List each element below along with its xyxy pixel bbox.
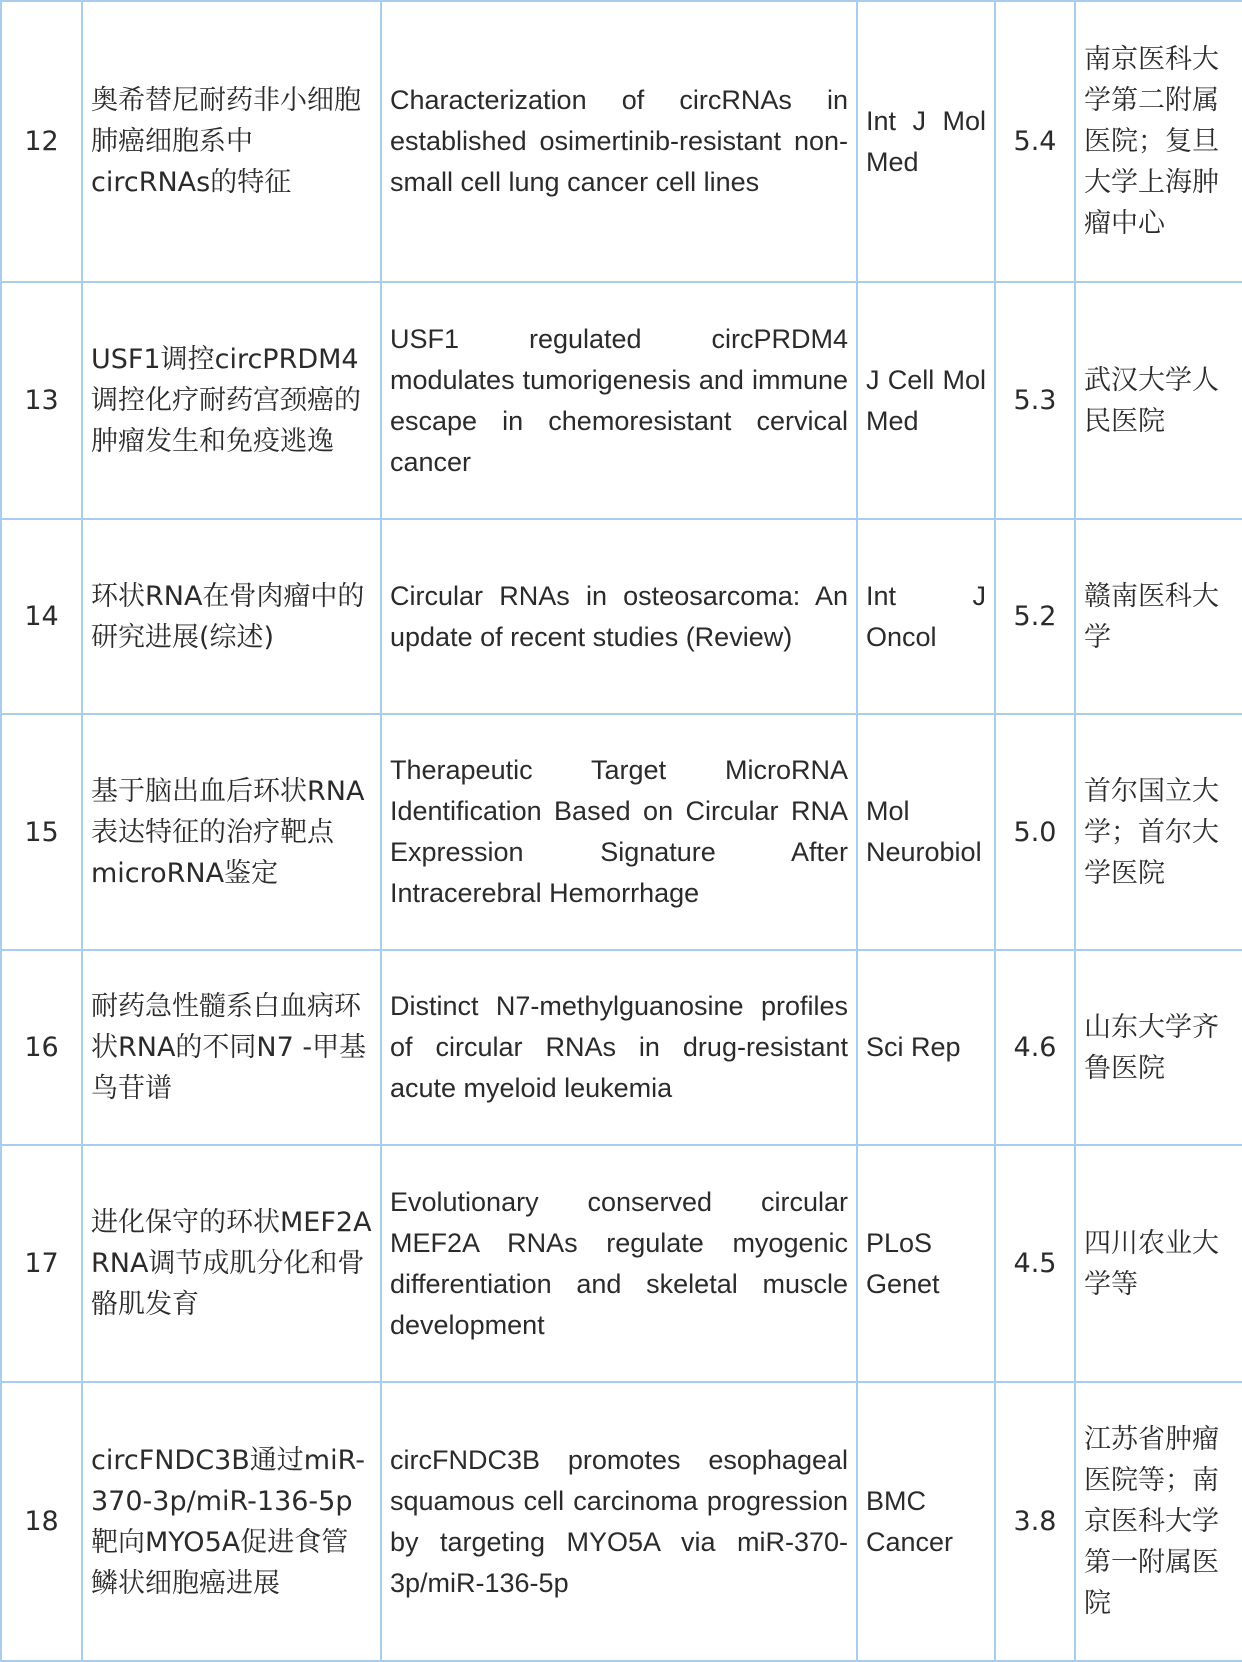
row-number: 13	[1, 282, 82, 519]
title-english: Therapeutic Target MicroRNA Identification Based on Circular RNA Expression Signature After Intracerebral Hemorrhage	[381, 714, 857, 950]
title-english: Circular RNAs in osteosarcoma: An update of recent studies (Review)	[381, 519, 857, 714]
table-row	[1, 282, 1242, 519]
table-row	[1, 950, 1242, 1145]
title-english: Evolutionary conserved circular MEF2A RNAs regulate myogenic differentiation and skeletal muscle development	[381, 1145, 857, 1382]
table-row	[1, 714, 1242, 950]
title-english: USF1 regulated circPRDM4 modulates tumorigenesis and immune escape in chemoresistant cervical cancer	[381, 282, 857, 519]
impact-factor: 5.3	[995, 282, 1075, 519]
institution: 四川农业大学等	[1075, 1145, 1242, 1382]
title-chinese: 耐药急性髓系白血病环状RNA的不同N7 -甲基鸟苷谱	[82, 950, 381, 1145]
title-chinese: USF1调控circPRDM4调控化疗耐药宫颈癌的肿瘤发生和免疫逃逸	[82, 282, 381, 519]
journal-name: J Cell Mol Med	[857, 282, 995, 519]
impact-factor: 4.5	[995, 1145, 1075, 1382]
title-chinese: 环状RNA在骨肉瘤中的研究进展(综述)	[82, 519, 381, 714]
institution: 南京医科大学第二附属医院；复旦大学上海肿瘤中心	[1075, 1, 1242, 282]
table-row	[1, 1, 1242, 282]
row-number: 17	[1, 1145, 82, 1382]
impact-factor: 5.2	[995, 519, 1075, 714]
row-number: 18	[1, 1382, 82, 1661]
title-chinese: 进化保守的环状MEF2A RNA调节成肌分化和骨骼肌发育	[82, 1145, 381, 1382]
table-row	[1, 1145, 1242, 1382]
title-english: Characterization of circRNAs in established osimertinib-resistant non-small cell lung cancer cell lines	[381, 1, 857, 282]
title-chinese: 奥希替尼耐药非小细胞肺癌细胞系中circRNAs的特征	[82, 1, 381, 282]
row-number: 12	[1, 1, 82, 282]
table-row	[1, 1382, 1242, 1661]
journal-name: BMC Cancer	[857, 1382, 995, 1661]
row-number: 15	[1, 714, 82, 950]
institution: 江苏省肿瘤医院等；南京医科大学第一附属医院	[1075, 1382, 1242, 1661]
impact-factor: 4.6	[995, 950, 1075, 1145]
impact-factor: 5.4	[995, 1, 1075, 282]
impact-factor: 3.8	[995, 1382, 1075, 1661]
journal-name: Int J Oncol	[857, 519, 995, 714]
table-row	[1, 519, 1242, 714]
journal-name: PLoS Genet	[857, 1145, 995, 1382]
title-english: Distinct N7-methylguanosine profiles of circular RNAs in drug-resistant acute myeloid leukemia	[381, 950, 857, 1145]
institution: 山东大学齐鲁医院	[1075, 950, 1242, 1145]
title-english: circFNDC3B promotes esophageal squamous cell carcinoma progression by targeting MYO5A via miR-370-3p/miR-136-5p	[381, 1382, 857, 1661]
institution: 赣南医科大学	[1075, 519, 1242, 714]
institution: 武汉大学人民医院	[1075, 282, 1242, 519]
institution: 首尔国立大学；首尔大学医院	[1075, 714, 1242, 950]
row-number: 16	[1, 950, 82, 1145]
row-number: 14	[1, 519, 82, 714]
impact-factor: 5.0	[995, 714, 1075, 950]
journal-name: Mol Neurobiol	[857, 714, 995, 950]
journal-name: Int J Mol Med	[857, 1, 995, 282]
title-chinese: circFNDC3B通过miR-370-3p/miR-136-5p靶向MYO5A促进食管鳞状细胞癌进展	[82, 1382, 381, 1661]
journal-name: Sci Rep	[857, 950, 995, 1145]
title-chinese: 基于脑出血后环状RNA表达特征的治疗靶点microRNA鉴定	[82, 714, 381, 950]
